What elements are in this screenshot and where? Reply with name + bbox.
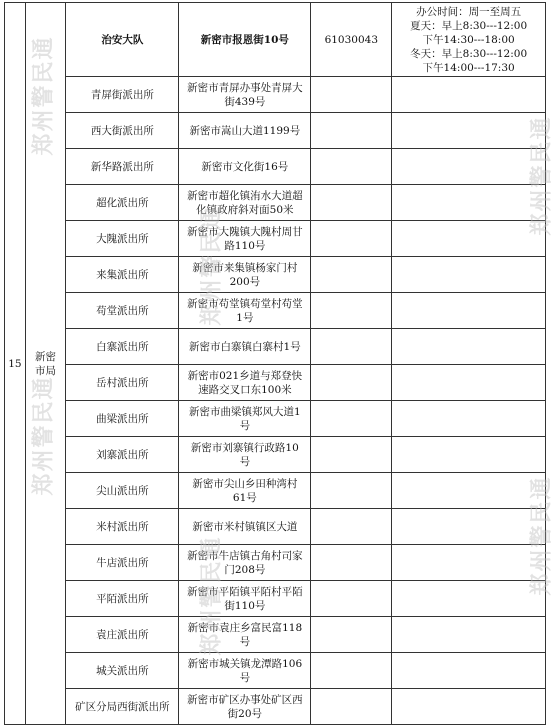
office-hours: [392, 473, 546, 509]
station-name: 平陌派出所: [66, 581, 179, 617]
office-hours: [392, 221, 546, 257]
office-hours: [392, 509, 546, 545]
station-address-text: 新密市牛店镇古角村司家门208号: [187, 549, 303, 576]
station-phone: [311, 473, 392, 509]
city-bureau: [25, 3, 65, 725]
station-name: 米村派出所: [66, 509, 179, 545]
table-row-header: [5, 3, 546, 77]
table-row: [5, 257, 546, 293]
office-hours: [392, 365, 546, 401]
station-address: [179, 581, 311, 617]
station-phone: [311, 509, 392, 545]
table-row: [5, 617, 546, 653]
station-address-text: 新密市青屏办事处青屏大街439号: [187, 81, 303, 108]
table-row: [5, 653, 546, 689]
watermark-left-2: 郑州警民通: [31, 375, 57, 496]
station-name: 尖山派出所: [66, 473, 179, 509]
station-address: [179, 509, 311, 545]
station-name: 大隗派出所: [66, 221, 179, 257]
office-hours-line: 下午14:30---18:00: [422, 33, 515, 46]
station-phone: [311, 545, 392, 581]
table-row: [5, 581, 546, 617]
station-address: [179, 545, 311, 581]
station-name: 新华路派出所: [66, 149, 179, 185]
table-row: [5, 113, 546, 149]
station-address-text: 新密市报恩街10号: [200, 33, 289, 46]
station-address-text: 新密市苟堂镇苟堂村苟堂1号: [187, 297, 303, 324]
station-address: [179, 329, 311, 365]
city-bureau-label: 新密市局: [35, 350, 56, 377]
station-address: [179, 293, 311, 329]
table-row: [5, 365, 546, 401]
table-row: [5, 473, 546, 509]
station-name: 治安大队: [66, 3, 179, 77]
table-row: [5, 221, 546, 257]
station-name: 城关派出所: [66, 653, 179, 689]
table-row: [5, 437, 546, 473]
office-hours: [392, 653, 546, 689]
office-hours: [392, 113, 546, 149]
station-address-text: 新密市袁庄乡富民富118号: [187, 621, 303, 648]
station-address: [179, 257, 311, 293]
station-address: [179, 689, 311, 725]
station-address-text: 新密市021乡道与郑登快速路交叉口东100米: [187, 369, 303, 396]
table-row: [5, 77, 546, 113]
station-name: 西大街派出所: [66, 113, 179, 149]
table-row: [5, 149, 546, 185]
office-hours: [392, 149, 546, 185]
station-name: 来集派出所: [66, 257, 179, 293]
watermark-left: 郑州警民通: [31, 35, 57, 156]
office-hours: [392, 185, 546, 221]
office-hours: [392, 257, 546, 293]
office-hours: [392, 437, 546, 473]
station-address-text: 新密市来集镇杨家门村200号: [192, 261, 298, 288]
station-address: [179, 365, 311, 401]
station-phone: [311, 365, 392, 401]
station-address-text: 新密市刘寨镇行政路10号: [190, 441, 299, 468]
watermark-mid: 郑州警民通: [199, 205, 225, 326]
station-phone: [311, 221, 392, 257]
station-phone: [311, 581, 392, 617]
table-row: [5, 293, 546, 329]
watermark-mid-2: 郑州警民通: [199, 535, 225, 656]
office-hours: [392, 401, 546, 437]
station-address-text: 新密市尖山乡田种湾村61号: [192, 477, 298, 504]
station-phone: [311, 113, 392, 149]
office-hours-line: 冬天：早上8:30---12:00: [410, 47, 528, 60]
station-phone: [311, 689, 392, 725]
station-address-text: 新密市白寨镇白寨村1号: [189, 340, 301, 353]
station-phone: [311, 185, 392, 221]
watermark-right-2: 郑州警民通: [529, 475, 555, 596]
table-row: [5, 329, 546, 365]
station-name: 苟堂派出所: [66, 293, 179, 329]
office-hours: [392, 293, 546, 329]
office-hours-line: 下午14:00---17:30: [422, 61, 515, 74]
station-address: [179, 473, 311, 509]
station-address: [179, 221, 311, 257]
station-phone: [311, 329, 392, 365]
office-hours: [392, 3, 546, 77]
station-address-text: 新密市矿区办事处矿区西街20号: [187, 693, 303, 720]
office-hours: [392, 545, 546, 581]
station-name: 牛店派出所: [66, 545, 179, 581]
station-phone: [311, 149, 392, 185]
station-address-text: 新密市嵩山大道1199号: [189, 124, 301, 137]
station-address: [179, 149, 311, 185]
station-phone: [311, 617, 392, 653]
table-row: [5, 689, 546, 725]
station-name: 矿区分局西街派出所: [66, 689, 179, 725]
station-address: [179, 617, 311, 653]
station-name: 超化派出所: [66, 185, 179, 221]
office-hours: [392, 581, 546, 617]
table-row: [5, 509, 546, 545]
table-row: [5, 545, 546, 581]
station-address: [179, 3, 311, 77]
station-phone: [311, 293, 392, 329]
table-row: [5, 185, 546, 221]
station-name: 袁庄派出所: [66, 617, 179, 653]
station-address: [179, 77, 311, 113]
station-address-text: 新密市米村镇镇区大道: [192, 520, 298, 533]
station-phone: [311, 653, 392, 689]
station-phone: [311, 437, 392, 473]
office-hours-line: 办公时间：周一至周五: [416, 5, 522, 18]
station-phone: [311, 257, 392, 293]
station-name: 刘寨派出所: [66, 437, 179, 473]
station-address: [179, 653, 311, 689]
station-address-text: 新密市超化镇洧水大道超化镇政府斜对面50米: [187, 189, 303, 216]
office-hours-line: 夏天：早上8:30---12:00: [410, 19, 528, 32]
office-hours: [392, 617, 546, 653]
police-station-table: [4, 2, 546, 725]
station-phone: [311, 77, 392, 113]
station-name: 曲梁派出所: [66, 401, 179, 437]
station-address-text: 新密市文化街16号: [201, 160, 289, 173]
station-address-text: 新密市大隗镇大隗村周甘路110号: [187, 225, 303, 252]
watermark-right: 郑州警民通: [529, 115, 555, 236]
station-address: [179, 437, 311, 473]
station-address-text: 新密市曲梁镇郑风大道1号: [189, 405, 301, 432]
station-name: 白寨派出所: [66, 329, 179, 365]
station-name: 青屏街派出所: [66, 77, 179, 113]
station-address: [179, 113, 311, 149]
station-name: 岳村派出所: [66, 365, 179, 401]
office-hours: [392, 329, 546, 365]
table-row: [5, 401, 546, 437]
station-phone: [311, 401, 392, 437]
station-address-text: 新密市城关镇龙潭路106号: [187, 657, 303, 684]
office-hours: [392, 689, 546, 725]
station-phone: 61030043: [311, 3, 392, 77]
row-number: 15: [5, 3, 26, 725]
office-hours: [392, 77, 546, 113]
station-address: [179, 401, 311, 437]
station-address-text: 新密市平陌镇平陌村平陌街110号: [187, 585, 303, 612]
station-address: [179, 185, 311, 221]
